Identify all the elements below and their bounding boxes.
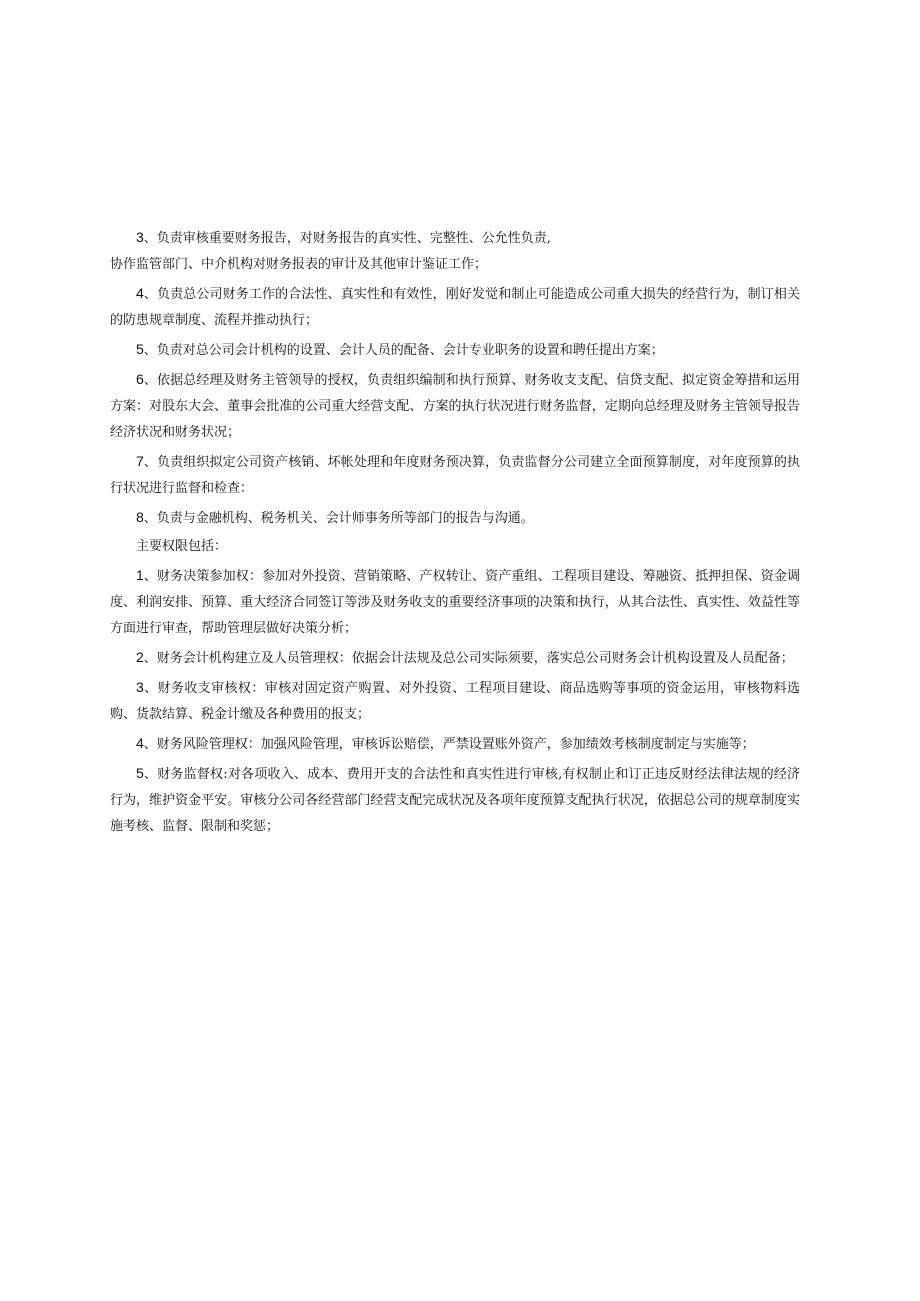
- paragraph-text: 、负责对总公司会计机构的设置、会计人员的配备、会计专业职务的设置和聘任提出方案；: [143, 343, 664, 358]
- heading-text: 主要权限包括：: [136, 539, 228, 554]
- item-number: 5: [136, 341, 144, 357]
- paragraph-text: 、负责审核重要财务报告，对财务报告的真实性、完整性、公允性负责,: [143, 231, 551, 246]
- paragraph-duty-3: [110, 224, 800, 252]
- item-number: 4: [136, 285, 144, 301]
- paragraph-duty-7: [110, 448, 800, 502]
- paragraph-text: 、财务会计机构建立及人员管理权：依据会计法规及总公司实际须要，落实总公司财务会计机构设置及人员配备；: [143, 651, 794, 666]
- item-number: 3: [136, 229, 144, 245]
- paragraph-duty-3-cont: [110, 252, 800, 278]
- document-body: [110, 224, 800, 840]
- paragraph-text: 、财务决策参加权：参加对外投资、营销策略、产权转让、资产重组、工程项目建设、筹融资、抵押担保、资金调度、利润安排、预算、重大经济合同签订等涉及财务收支的重要经济事项的决策和执行，从其合法性、真实性、效益性等方面进行审查，帮助管理层做好决策分析；: [110, 569, 800, 636]
- item-number: 8: [136, 509, 144, 525]
- paragraph-duty-6: [110, 366, 800, 446]
- item-number: 2: [136, 649, 144, 665]
- paragraph-authority-1: [110, 562, 800, 642]
- paragraph-authority-2: [110, 644, 800, 672]
- paragraph-text: 、负责与金融机构、税务机关、会计师事务所等部门的报告与沟通。: [143, 511, 534, 526]
- paragraph-text: 协作监管部门、中介机构对财务报表的审计及其他审计鉴证工作；: [110, 257, 488, 272]
- section-heading-authorities: [110, 534, 800, 560]
- item-number: 3: [136, 679, 144, 695]
- paragraph-authority-5: [110, 760, 800, 840]
- item-number: 6: [136, 371, 144, 387]
- item-number: 1: [136, 567, 144, 583]
- paragraph-duty-4: [110, 280, 800, 334]
- paragraph-text: 、依据总经理及财务主管领导的授权，负责组织编制和执行预算、财务收支支配、信贷支配、拟定资金筹措和运用方案：对股东大会、董事会批准的公司重大经营支配、方案的执行状况进行财务监督，定期向总经理及财务主管领导报告经济状况和财务状况；: [110, 373, 800, 440]
- paragraph-authority-3: [110, 674, 800, 728]
- paragraph-text: 、财务收支审核权：审核对固定资产购置、对外投资、工程项目建设、商品选购等事项的资金运用，审核物料选购、货款结算、税金计缴及各种费用的报支；: [110, 681, 800, 722]
- item-number: 5: [136, 765, 144, 781]
- item-number: 4: [136, 735, 144, 751]
- item-number: 7: [136, 453, 144, 469]
- paragraph-duty-5: [110, 336, 800, 364]
- paragraph-text: 、财务风险管理权：加强风险管理，审核诉讼赔偿，严禁设置账外资产，参加绩效考核制度制定与实施等；: [143, 737, 755, 752]
- paragraph-text: 、负责总公司财务工作的合法性、真实性和有效性，刚好发觉和制止可能造成公司重大损失的经营行为，制订相关的防患规章制度、流程并推动执行；: [110, 287, 800, 328]
- paragraph-text: 、负责组织拟定公司资产核销、坏帐处理和年度财务预决算，负责监督分公司建立全面预算制度，对年度预算的执行状况进行监督和检查：: [110, 455, 800, 496]
- paragraph-text: 、财务监督权:对各项收入、成本、费用开支的合法性和真实性进行审核,有权制止和订正违反财经法律法规的经济行为，维护资金平安。审核分公司各经营部门经营支配完成状况及各项年度预算支配执行状况，依据总公司的规章制度实施考核、监督、限制和奖惩；: [110, 767, 800, 834]
- paragraph-duty-8: [110, 504, 800, 532]
- paragraph-authority-4: [110, 730, 800, 758]
